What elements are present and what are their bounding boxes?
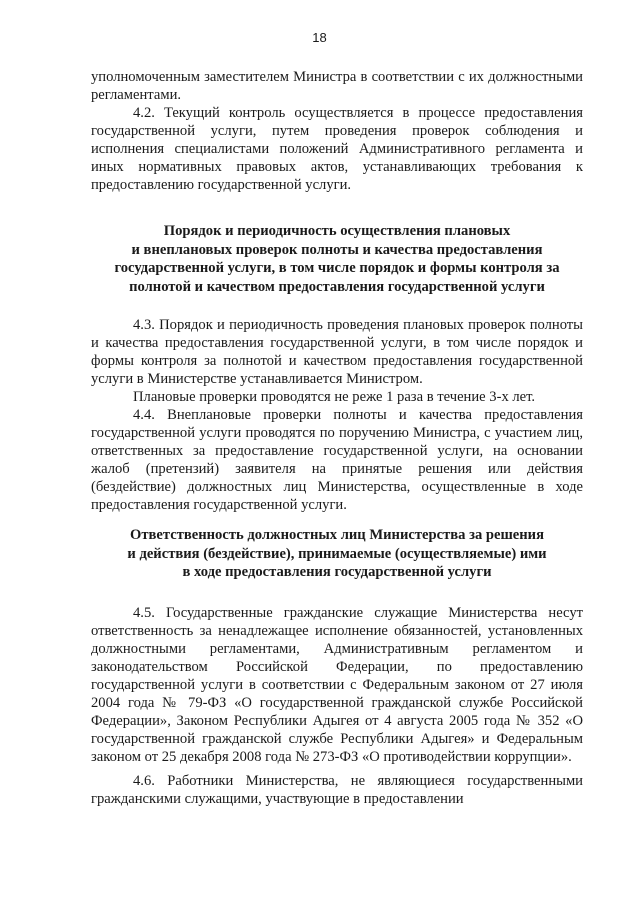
heading-line: полнотой и качеством предоставления государственной услуги	[129, 278, 545, 295]
section-heading-inspections	[91, 222, 583, 296]
paragraph-continuation: уполномоченным заместителем Министра в соответствии с их должностными регламентами.	[91, 69, 583, 103]
heading-line: и внеплановых проверок полноты и качества предоставления	[131, 241, 543, 258]
page-number: 18	[312, 30, 327, 45]
heading-line: Порядок и периодичность осуществления плановых	[163, 223, 511, 239]
paragraph-4-6: 4.6. Работники Министерства, не являющиеся государственными гражданскими служащими, участвующие в предоставлении	[91, 773, 583, 807]
section-heading-responsibility	[91, 526, 583, 582]
heading-line: Ответственность должностных лиц Министерства за решения	[130, 527, 544, 543]
heading-line: государственной услуги, в том числе порядок и формы контроля за	[114, 260, 560, 276]
heading-line: в ходе предоставления государственной услуги	[182, 564, 492, 580]
paragraph-4-4: 4.4. Внеплановые проверки полноты и качества предоставления государственной услуги проводятся по поручению Министра, с участием лиц, ответственных за предоставление государственной услуги, на основании жалоб (претензий) заявителя на принятые решения или действия (бездействие) должностных лиц Министерства, осуществленные в ходе предоставления государственной услуги.	[91, 407, 583, 513]
paragraph-planned-inspections: Плановые проверки проводятся не реже 1 раза в течение 3-х лет.	[133, 389, 536, 405]
paragraph-4-5: 4.5. Государственные гражданские служащие Министерства несут ответственность за ненадлежащее исполнение обязанностей, установленных должностными регламентами, Административным регламентом и законодательством Российской Федерации, по предоставлению государственной услуги в соответствии с Федеральным законом от 27 июля 2004 года № 79-ФЗ «О государственной гражданской службе Российской Федерации», Законом Республики Адыгея от 4 августа 2005 года № 352 «О государственной гражданской службе Республики Адыгея» и Федеральным законом от 25 декабря 2008 года № 273-ФЗ «О противодействии коррупции».	[91, 605, 583, 765]
heading-line: и действия (бездействие), принимаемые (осуществляемые) ими	[127, 545, 547, 562]
paragraph-4-3: 4.3. Порядок и периодичность проведения плановых проверок полноты и качества предоставления государственной услуги, в том числе порядок и формы контроля за полнотой и качеством предоставления государственной услуги в Министерстве устанавливается Министром.	[91, 317, 583, 387]
paragraph-4-2: 4.2. Текущий контроль осуществляется в процессе предоставления государственной услуги, путем проведения проверок соблюдения и исполнения специалистами положений Административного регламента и иных нормативных правовых актов, устанавливающих требования к предоставлению государственной услуги.	[91, 105, 583, 193]
